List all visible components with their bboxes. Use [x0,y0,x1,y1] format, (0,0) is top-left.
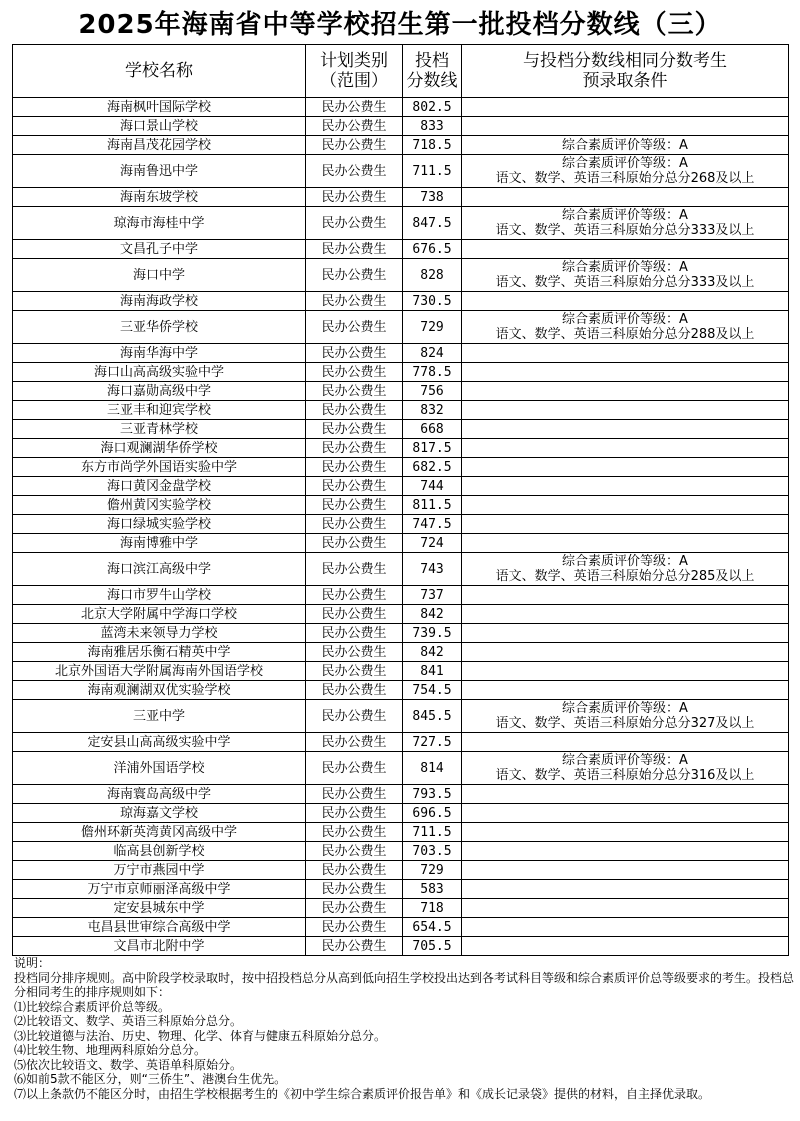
plan-category: 民办公费生 [306,681,403,700]
cutoff-score: 583 [403,880,462,899]
cutoff-score: 754.5 [403,681,462,700]
notes-item-1: ⑴比较综合素质评价总等级。 [14,999,171,1014]
cutoff-score: 811.5 [403,496,462,515]
cutoff-score: 793.5 [403,785,462,804]
cutoff-score: 842 [403,643,462,662]
school-name: 海南昌茂花园学校 [13,136,306,155]
admission-condition [462,937,789,956]
header-score-line2: 分数线 [406,71,458,91]
condition-grade: 综合素质评价等级：A [562,260,688,275]
header-school: 学校名称 [13,45,306,98]
plan-category: 民办公费生 [306,918,403,937]
admission-condition [462,918,789,937]
table-row [13,804,789,823]
plan-category: 民办公费生 [306,292,403,311]
header-score [403,45,462,98]
school-name: 屯昌县世审综合高级中学 [13,918,306,937]
table-row [13,496,789,515]
table-row [13,899,789,918]
admission-condition [462,117,789,136]
plan-category: 民办公费生 [306,605,403,624]
table-row [13,155,789,188]
school-name: 海口山高高级实验中学 [13,363,306,382]
admission-condition [462,605,789,624]
plan-category: 民办公费生 [306,804,403,823]
plan-category: 民办公费生 [306,733,403,752]
table-row [13,586,789,605]
school-name: 海南华海中学 [13,344,306,363]
school-name: 海南寰岛高级中学 [13,785,306,804]
table-row [13,515,789,534]
plan-category: 民办公费生 [306,240,403,259]
admission-condition [462,586,789,605]
table-row [13,382,789,401]
cutoff-score: 724 [403,534,462,553]
notes-item-6: ⑹如前5款不能区分，则“三侨生”、港澳台生优先。 [14,1072,287,1086]
table-row [13,861,789,880]
table-row [13,785,789,804]
cutoff-score: 711.5 [403,823,462,842]
school-name: 万宁市京师丽泽高级中学 [13,880,306,899]
table-row [13,534,789,553]
cutoff-score: 824 [403,344,462,363]
plan-category: 民办公费生 [306,155,403,188]
cutoff-score: 814 [403,752,462,785]
school-name: 北京大学附属中学海口学校 [13,605,306,624]
cutoff-score: 696.5 [403,804,462,823]
plan-category: 民办公费生 [306,344,403,363]
school-name: 海南观澜湖双优实验学校 [13,681,306,700]
table-row [13,458,789,477]
admission-condition [462,363,789,382]
cutoff-score: 828 [403,259,462,292]
table-row [13,207,789,240]
cutoff-score: 727.5 [403,733,462,752]
admission-condition [462,515,789,534]
school-name: 三亚丰和迎宾学校 [13,401,306,420]
admission-condition [462,207,789,240]
condition-grade: 综合素质评价等级：A [562,701,688,716]
notes-intro: 投档同分排序规则。高中阶段学校录取时，按中招投档总分从高到低向招生学校投出达到各考试科目等级和综合素质评价总等级要求的考生。投档总分相同考生的排序规则如下： [14,970,795,999]
plan-category: 民办公费生 [306,136,403,155]
school-name: 万宁市燕园中学 [13,861,306,880]
plan-category: 民办公费生 [306,823,403,842]
admission-condition [462,785,789,804]
school-name: 海口中学 [13,259,306,292]
table-row [13,259,789,292]
admission-condition [462,823,789,842]
school-name: 海南东坡学校 [13,188,306,207]
admission-condition [462,752,789,785]
table-row [13,553,789,586]
school-name: 海口市罗牛山学校 [13,586,306,605]
admission-condition [462,553,789,586]
table-row [13,880,789,899]
table-body [13,98,789,956]
condition-score: 语文、数学、英语三科原始分总分268及以上 [495,171,755,186]
cutoff-score: 744 [403,477,462,496]
admission-condition [462,733,789,752]
header-condition-line2: 预录取条件 [582,71,668,91]
admission-condition [462,700,789,733]
cutoff-score: 682.5 [403,458,462,477]
table-row [13,420,789,439]
school-name: 琼海嘉文学校 [13,804,306,823]
cutoff-score: 718 [403,899,462,918]
school-name: 海南博雅中学 [13,534,306,553]
condition-grade: 综合素质评价等级：A [562,137,688,153]
cutoff-score: 739.5 [403,624,462,643]
plan-category: 民办公费生 [306,937,403,956]
cutoff-score: 847.5 [403,207,462,240]
school-name: 三亚中学 [13,700,306,733]
school-name: 临高县创新学校 [13,842,306,861]
cutoff-score: 729 [403,861,462,880]
plan-category: 民办公费生 [306,477,403,496]
notes-heading: 说明： [14,956,51,970]
admission-condition [462,155,789,188]
cutoff-score: 703.5 [403,842,462,861]
school-name: 海口景山学校 [13,117,306,136]
admission-condition [462,344,789,363]
condition-grade: 综合素质评价等级：A [562,753,688,768]
table-row [13,188,789,207]
table-row [13,624,789,643]
condition-grade: 综合素质评价等级：A [562,156,688,171]
plan-category: 民办公费生 [306,861,403,880]
admission-condition [462,458,789,477]
cutoff-score: 743 [403,553,462,586]
admission-condition [462,624,789,643]
school-name: 海南枫叶国际学校 [13,98,306,117]
admission-condition [462,477,789,496]
cutoff-score: 833 [403,117,462,136]
header-condition [462,45,789,98]
admission-condition [462,681,789,700]
plan-category: 民办公费生 [306,662,403,681]
table-row [13,311,789,344]
table-row [13,700,789,733]
table-row [13,98,789,117]
school-name: 儋州环新英湾黄冈高级中学 [13,823,306,842]
cutoff-score: 817.5 [403,439,462,458]
plan-category: 民办公费生 [306,785,403,804]
admission-condition [462,496,789,515]
condition-grade: 综合素质评价等级：A [562,554,688,569]
table-row [13,823,789,842]
cutoff-score: 676.5 [403,240,462,259]
plan-category: 民办公费生 [306,420,403,439]
admission-condition [462,439,789,458]
admission-condition [462,259,789,292]
admission-condition [462,662,789,681]
table-row [13,662,789,681]
header-score-line1: 投档 [415,51,449,71]
admission-condition [462,188,789,207]
school-name: 海口黄冈金盘学校 [13,477,306,496]
header-category-line1: 计划类别 [320,51,388,71]
score-table [12,44,789,956]
header-category-line2: （范围） [320,71,388,91]
school-name: 定安县城东中学 [13,899,306,918]
plan-category: 民办公费生 [306,880,403,899]
school-name: 海口嘉勋高级中学 [13,382,306,401]
admission-condition [462,401,789,420]
school-name: 定安县山高高级实验中学 [13,733,306,752]
school-name: 海南雅居乐衡石精英中学 [13,643,306,662]
school-name: 琼海市海桂中学 [13,207,306,240]
table-row [13,937,789,956]
condition-score: 语文、数学、英语三科原始分总分333及以上 [495,223,755,238]
plan-category: 民办公费生 [306,515,403,534]
school-name: 海南海政学校 [13,292,306,311]
school-name: 东方市尚学外国语实验中学 [13,458,306,477]
header-condition-line1: 与投档分数线相同分数考生 [523,51,727,71]
plan-category: 民办公费生 [306,188,403,207]
cutoff-score: 845.5 [403,700,462,733]
table-row [13,681,789,700]
school-name: 蓝湾未来领导力学校 [13,624,306,643]
cutoff-score: 832 [403,401,462,420]
notes-item-5: ⑸依次比较语文、数学、英语单科原始分。 [14,1057,243,1072]
school-name: 海口滨江高级中学 [13,553,306,586]
table-row [13,363,789,382]
school-name: 文昌孔子中学 [13,240,306,259]
admission-condition [462,534,789,553]
table-row [13,643,789,662]
plan-category: 民办公费生 [306,401,403,420]
admission-condition [462,382,789,401]
admission-condition [462,861,789,880]
admission-condition [462,311,789,344]
table-row [13,733,789,752]
plan-category: 民办公费生 [306,207,403,240]
table-row [13,344,789,363]
plan-category: 民办公费生 [306,98,403,117]
condition-score: 语文、数学、英语三科原始分总分327及以上 [495,716,755,731]
school-name: 海口绿城实验学校 [13,515,306,534]
plan-category: 民办公费生 [306,899,403,918]
plan-category: 民办公费生 [306,458,403,477]
cutoff-score: 802.5 [403,98,462,117]
plan-category: 民办公费生 [306,586,403,605]
plan-category: 民办公费生 [306,439,403,458]
plan-category: 民办公费生 [306,643,403,662]
admission-condition [462,842,789,861]
school-name: 北京外国语大学附属海南外国语学校 [13,662,306,681]
plan-category: 民办公费生 [306,382,403,401]
table-row [13,605,789,624]
table-row [13,842,789,861]
cutoff-score: 737 [403,586,462,605]
cutoff-score: 711.5 [403,155,462,188]
plan-category: 民办公费生 [306,496,403,515]
notes-item-7: ⑺以上条款仍不能区分时，由招生学校根据考生的《初中学生综合素质评价报告单》和《成长记录袋》提供的材料，自主择优录取。 [14,1086,711,1101]
cutoff-score: 729 [403,311,462,344]
cutoff-score: 747.5 [403,515,462,534]
table-row [13,136,789,155]
school-name: 儋州黄冈实验学校 [13,496,306,515]
admission-condition [462,420,789,439]
table-row [13,401,789,420]
condition-score: 语文、数学、英语三科原始分总分316及以上 [495,768,755,783]
table-row [13,117,789,136]
notes-item-2: ⑵比较语文、数学、英语三科原始分总分。 [14,1014,243,1028]
admission-condition [462,292,789,311]
plan-category: 民办公费生 [306,752,403,785]
table-row [13,477,789,496]
cutoff-score: 738 [403,188,462,207]
notes-item-3: ⑶比较道德与法治、历史、物理、化学、体育与健康五科原始分总分。 [14,1028,387,1043]
plan-category: 民办公费生 [306,534,403,553]
admission-condition [462,804,789,823]
plan-category: 民办公费生 [306,624,403,643]
school-name: 洋浦外国语学校 [13,752,306,785]
cutoff-score: 841 [403,662,462,681]
table-header-row [13,45,789,98]
cutoff-score: 842 [403,605,462,624]
table-row [13,292,789,311]
cutoff-score: 705.5 [403,937,462,956]
cutoff-score: 730.5 [403,292,462,311]
notes-item-4: ⑷比较生物、地理两科原始分总分。 [14,1043,207,1057]
school-name: 海口观澜湖华侨学校 [13,439,306,458]
condition-score: 语文、数学、英语三科原始分总分285及以上 [495,569,755,584]
notes-section [14,956,794,1101]
admission-condition [462,98,789,117]
school-name: 三亚华侨学校 [13,311,306,344]
plan-category: 民办公费生 [306,363,403,382]
page-title: 2025年海南省中等学校招生第一批投档分数线（三） [78,10,722,40]
plan-category: 民办公费生 [306,117,403,136]
cutoff-score: 718.5 [403,136,462,155]
cutoff-score: 778.5 [403,363,462,382]
table-row [13,752,789,785]
plan-category: 民办公费生 [306,553,403,586]
condition-grade: 综合素质评价等级：A [562,312,688,327]
school-name: 文昌市北附中学 [13,937,306,956]
plan-category: 民办公费生 [306,259,403,292]
admission-condition [462,643,789,662]
school-name: 海南鲁迅中学 [13,155,306,188]
table-row [13,439,789,458]
plan-category: 民办公费生 [306,842,403,861]
table-row [13,918,789,937]
condition-score: 语文、数学、英语三科原始分总分288及以上 [495,327,755,342]
school-name: 三亚青林学校 [13,420,306,439]
header-category [306,45,403,98]
admission-condition [462,899,789,918]
admission-condition [462,880,789,899]
cutoff-score: 668 [403,420,462,439]
cutoff-score: 756 [403,382,462,401]
condition-score: 语文、数学、英语三科原始分总分333及以上 [495,275,755,290]
condition-grade: 综合素质评价等级：A [562,208,688,223]
plan-category: 民办公费生 [306,700,403,733]
plan-category: 民办公费生 [306,311,403,344]
table-row [13,240,789,259]
admission-condition [462,240,789,259]
admission-condition [462,136,789,155]
cutoff-score: 654.5 [403,918,462,937]
